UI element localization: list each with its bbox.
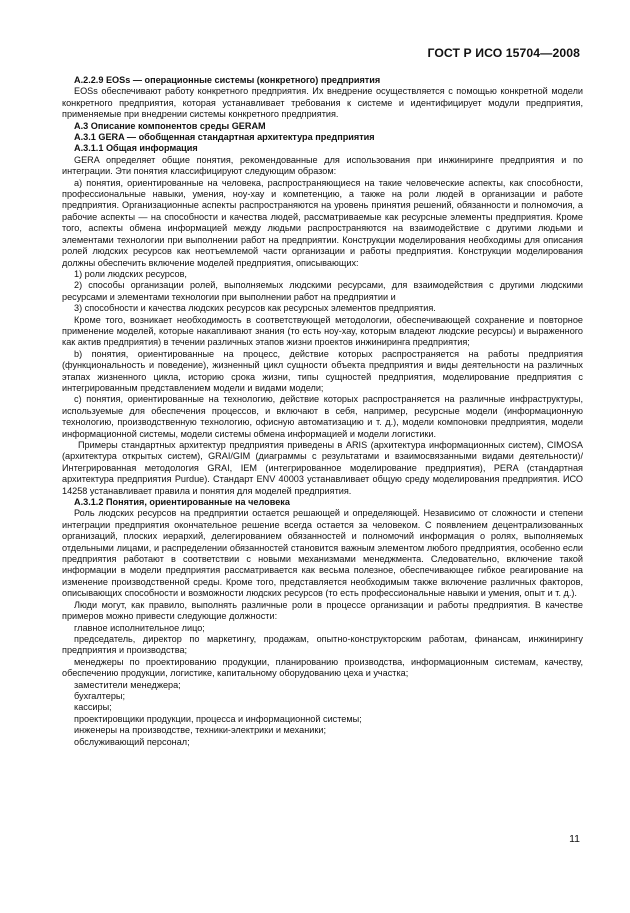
paragraph: a) понятия, ориентированные на человека, распространяющиеся на такие человеческие аспекты, как способности, профессиональные навыки, умения, ноу-хау и компетенцию, а также на роли людей в организации и работе предприятия. Организационные аспекты распространяются на уровень принятия решений, обязанности и полномочия, а рабочие аспекты — на способности и качества людей, рассматриваемые как ресурсные элементы предприятия. Кроме того, аспекты обмена информацией между людьми распространяются на взаимодействие с другими людьми и элементами технологии при выполнении работ на предприятии. Конструкции моделирования необходимы для описания ролей людских ресурсов как неотъемлемой части организации и работы предприятия. Конструкции моделирования должны обеспечить включение моделей предприятия, описывающих: [62,177,583,268]
paragraph: Люди могут, как правило, выполнять различные роли в процессе организации и работы предприятия. В качестве примеров можно привести следующие должности: [62,599,583,622]
list-item: бухгалтеры; [74,690,125,701]
section-heading: А.3.1.1 Общая информация [74,143,198,154]
section-heading: А.3.1.2 Понятия, ориентированные на человека [74,497,290,508]
paragraph: GERA определяет общие понятия, рекомендованные для использования при инжиниринге предприятия и по интеграции. Эти понятия классифицируют следующим образом: [62,154,583,177]
section-heading: А.3.1 GERA — обобщенная стандартная архитектура предприятия [74,132,375,143]
list-item: главное исполнительное лицо; [74,622,205,633]
list-item: заместители менеджера; [74,679,181,690]
paragraph: 2) способы организации ролей, выполняемых людскими ресурсами, для взаимодействия с другими людскими ресурсами и элементами технологии при выполнении работ на предприятии и [62,280,583,302]
paragraph: 1) роли людских ресурсов, [74,268,187,279]
paragraph: Роль людских ресурсов на предприятии остается решающей и определяющей. Независимо от сложности и степени интеграции предприятия окончательное решение всегда остается за человеком. С появлением децентрализованных организаций, плоских иерархий, делегированием обязанностей и полномочий информация о ролях, выполняемых отдельными лицами, и распределении обязанностей становится важным элементом любого предприятия, особенно если предприятия работают в соответствии с новыми механизмами менеджмента. Следовательно, включение такой информации в модели предприятия рассматривается как весьма полезное, обеспечивающее гибкое реагирование на изменение производственной среды. Кроме того, представляется необходимым также включение различных факторов, описывающих способности и возможности людских ресурсов (то есть профессиональные навыки и умения, опыт и т. д.). [62,508,583,599]
paragraph: 3) способности и качества людских ресурсов как ресурсных элементов предприятия. [74,303,436,314]
paragraph: Кроме того, возникает необходимость в соответствующей методологии, обеспечивающей сохранение и повторное применение моделей, которые накапливают знания (то есть ноу-хау, которым владеют людские ресурсы) и выраженного как актив предприятия) в течении различных этапов жизни проектов инжиниринга предприятия; [62,314,583,348]
standard-header: ГОСТ Р ИСО 15704—2008 [427,46,580,60]
document-body [62,75,583,748]
section-heading: А.2.2.9 EOSs — операционные системы (конкретного) предприятия [74,75,381,85]
list-item: кассиры; [74,702,112,713]
list-item: обслуживающий персонал; [74,736,190,747]
paragraph: c) понятия, ориентированные на технологию, действие которых распространяется на различные инфраструктуры, используемые для обеспечения процессов, и включают в себя, например, ресурсные модели (информационную технологию, производственную технологию, офисную автоматизацию и т. д.), модели компоновки предприятия, модели информационной системы, модели системы обмена информацией и модели логистики. [62,394,583,439]
page-number: 11 [569,833,580,845]
paragraph: менеджеры по проектированию продукции, планированию производства, информационным системам, качеству, обеспечению продукции, логистике, капитальному оборудованию цеха и участка; [62,656,583,679]
list-item: проектировщики продукции, процесса и информационной системы; [74,713,362,724]
paragraph: EOSs обеспечивают работу конкретного предприятия. Их внедрение осуществляется с помощью конкретной модели конкретного предприятия, которая устанавливает требования к системе и идентифицирует модули предприятия, применяемые при внедрении системы конкретного предприятия. [62,86,583,120]
paragraph: b) понятия, ориентированные на процесс, действие которых распространяется на работы предприятия (функциональность и поведение), жизненный цикл сущности объекта предприятия и виды деятельности на различных этапах жизненного цикла, историю срока жизни, типы сущностей предприятия, моделирование предприятия с интегрированным представлением модели и видами модели; [62,348,583,393]
paragraph: Примеры стандартных архитектур предприятия приведены в ARIS (архитектура информационных систем), CIMOSA (архитектура открытых систем), GRAI/GIM (диаграммы с результатами и взаимосвязанными видами деятельности)/Интегрированная методология GRAI, IEM (интегрированное моделирование предприятия), PERA (стандартная архитектура предприятия Purdue). Стандарт ENV 40003 устанавливает общую среду моделирования предприятия. ИСО 14258 устанавливает правила и понятия для моделей предприятия. [62,440,583,496]
paragraph: председатель, директор по маркетингу, продажам, опытно-конструкторским работам, финансам, инжинирингу предприятия и производства; [62,633,583,656]
list-item: инженеры на производстве, техники-электрики и механики; [74,725,326,736]
section-heading: А.3 Описание компонентов среды GERAM [74,120,266,131]
